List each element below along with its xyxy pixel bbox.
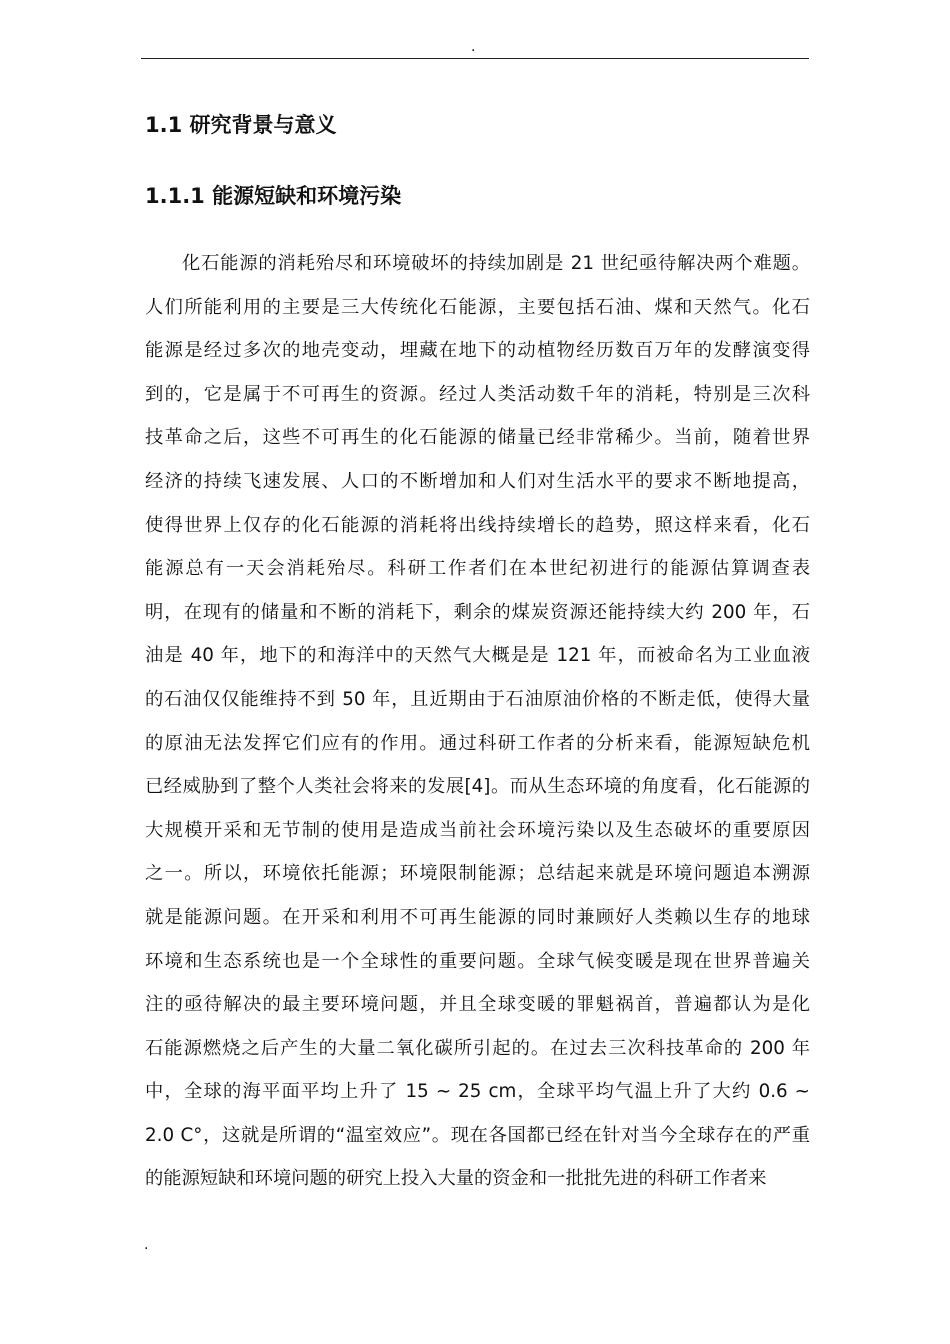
paragraph-line: 使得世界上仅存的化石能源的消耗将出线持续增长的趋势，照这样来看，化石 bbox=[145, 514, 810, 536]
paragraph-line: 的石油仅仅能维持不到 50 年，且近期由于石油原油价格的不断走低，使得大量 bbox=[145, 688, 810, 710]
paragraph-line: 的能源短缺和环境问题的研究上投入大量的资金和一批批先进的科研工作者来 bbox=[145, 1168, 767, 1190]
paragraph-line: 经济的持续飞速发展、人口的不断增加和人们对生活水平的要求不断地提高， bbox=[145, 470, 810, 492]
paragraph-line: 大规模开采和无节制的使用是造成当前社会环境污染以及生态破坏的重要原因 bbox=[145, 819, 810, 841]
header-rule bbox=[141, 58, 809, 59]
paragraph-line: 技革命之后，这些不可再生的化石能源的储量已经非常稀少。当前，随着世界 bbox=[145, 427, 810, 449]
paragraph-line: 就是能源问题。在开采和利用不可再生能源的同时兼顾好人类赖以生存的地球 bbox=[145, 906, 810, 928]
paragraph-line: 已经威胁到了整个人类社会将来的发展[4]。而从生态环境的角度看，化石能源的 bbox=[145, 776, 810, 798]
paragraph-line: 的原油无法发挥它们应有的作用。通过科研工作者的分析来看，能源短缺危机 bbox=[145, 732, 810, 754]
paragraph-line: 到的，它是属于不可再生的资源。经过人类活动数千年的消耗，特别是三次科 bbox=[145, 383, 810, 405]
section-heading: 1.1 研究背景与意义 bbox=[145, 113, 337, 137]
subsection-heading: 1.1.1 能源短缺和环境污染 bbox=[145, 184, 402, 208]
paragraph-line: 明，在现有的储量和不断的消耗下，剩余的煤炭资源还能持续大约 200 年，石 bbox=[145, 601, 810, 623]
paragraph-line: 化石能源的消耗殆尽和环境破坏的持续加剧是 21 世纪亟待解决两个难题。 bbox=[182, 253, 810, 274]
paragraph-line: 环境和生态系统也是一个全球性的重要问题。全球气候变暖是现在世界普遍关 bbox=[145, 950, 810, 972]
paragraph-line: 之一。所以，环境依托能源；环境限制能源；总结起来就是环境问题追本溯源 bbox=[145, 863, 810, 885]
paragraph-line: 人们所能利用的主要是三大传统化石能源，主要包括石油、煤和天然气。化石 bbox=[145, 296, 810, 318]
paragraph-line: 注的亟待解决的最主要环境问题，并且全球变暖的罪魁祸首，普遍都认为是化 bbox=[145, 994, 810, 1016]
paragraph-line: 石能源燃烧之后产生的大量二氧化碳所引起的。在过去三次科技革命的 200 年 bbox=[145, 1037, 810, 1059]
body-paragraph bbox=[145, 250, 810, 1209]
header-mark: . bbox=[471, 39, 476, 55]
paragraph-line: 能源是经过多次的地壳变动，埋藏在地下的动植物经历数百万年的发酵演变得 bbox=[145, 340, 810, 362]
footer-mark: . bbox=[144, 1237, 149, 1253]
paragraph-line: 2.0 C°，这就是所谓的“温室效应”。现在各国都已经在针对当今全球存在的严重 bbox=[145, 1124, 810, 1146]
paragraph-line: 油是 40 年，地下的和海洋中的天然气大概是是 121 年，而被命名为工业血液 bbox=[145, 645, 810, 667]
paragraph-line: 能源总有一天会消耗殆尽。科研工作者们在本世纪初进行的能源估算调查表 bbox=[145, 558, 810, 580]
paragraph-line: 中，全球的海平面平均上升了 15 ~ 25 cm，全球平均气温上升了大约 0.6 ~ bbox=[145, 1081, 810, 1103]
